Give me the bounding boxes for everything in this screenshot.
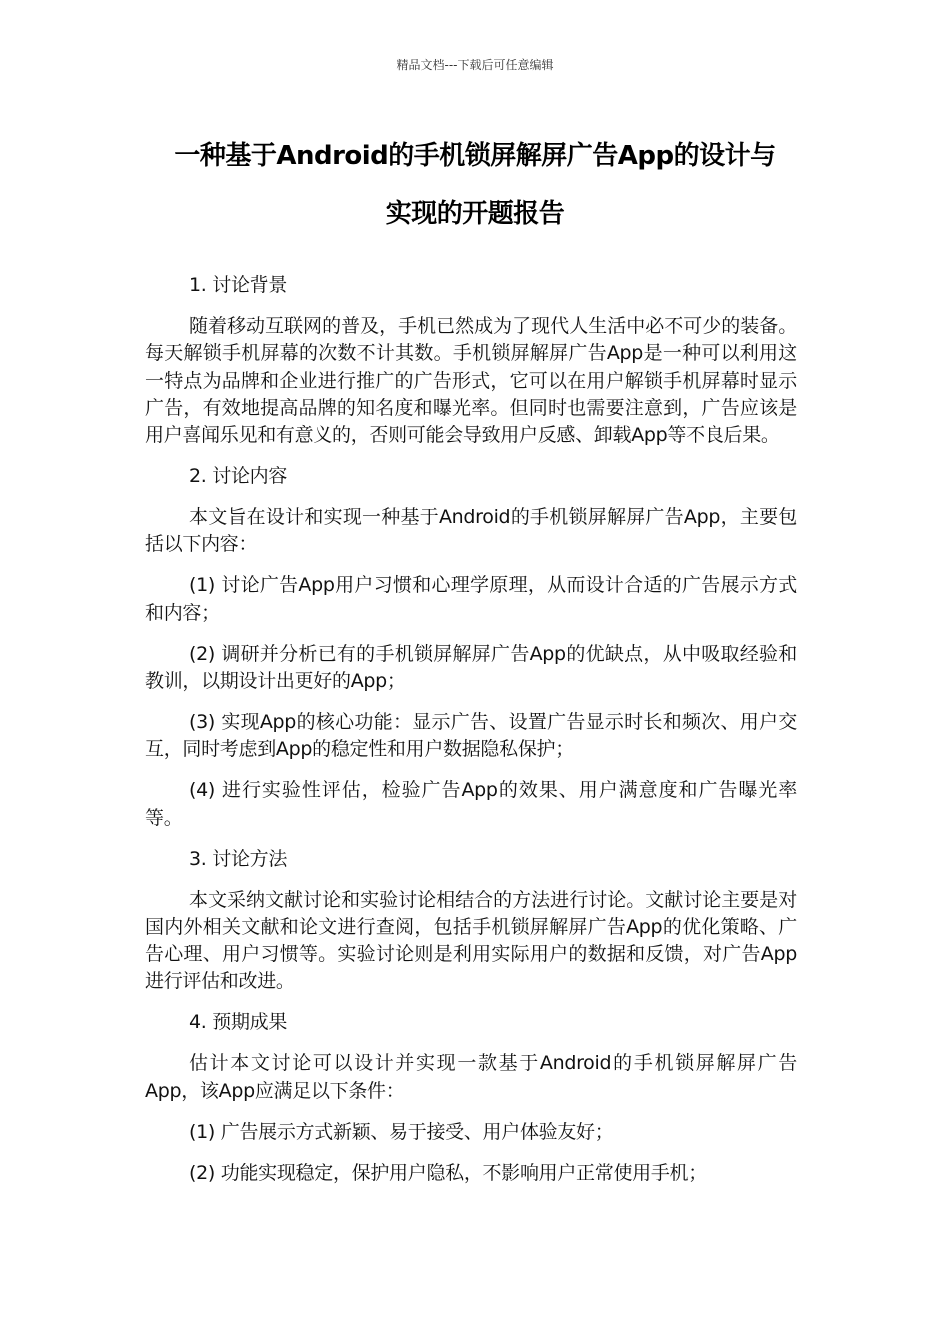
paragraph-expected-results: 估计本文讨论可以设计并实现一款基于Android的手机锁屏解屏广告App，该App应满足以下条件：	[145, 1052, 797, 1102]
section-heading-content: 2. 讨论内容	[189, 465, 288, 488]
document-title-line-2: 实现的开题报告	[385, 199, 565, 229]
document-title-line-1: 一种基于Android的手机锁屏解屏广告App的设计与	[174, 141, 776, 171]
paragraph-content-intro: 本文旨在设计和实现一种基于Android的手机锁屏解屏广告App，主要包括以下内容：	[145, 506, 797, 556]
list-item-content-3: (3) 实现App的核心功能：显示广告、设置广告显示时长和频次、用户交互，同时考虑到App的稳定性和用户数据隐私保护；	[145, 710, 797, 761]
list-item-results-1: (1) 广告展示方式新颖、易于接受、用户体验友好；	[189, 1120, 614, 1143]
list-item-results-2: (2) 功能实现稳定，保护用户隐私，不影响用户正常使用手机；	[189, 1161, 707, 1184]
section-heading-expected-results: 4. 预期成果	[189, 1011, 288, 1034]
section-heading-background: 1. 讨论背景	[189, 274, 288, 296]
paragraph-background: 随着移动互联网的普及，手机已然成为了现代人生活中必不可少的装备。每天解锁手机屏幕的次数不计其数。手机锁屏解屏广告App是一种可以利用这一特点为品牌和企业进行推广的广告形式，它可以在用户解锁手机屏幕时显示广告，有效地提高品牌的知名度和曝光率。但同时也需要注意到，广告应该是用户喜闻乐见和有意义的，否则可能会导致用户反感、卸载App等不良后果。	[145, 314, 797, 447]
header-note: 精品文档---下载后可任意编辑	[396, 58, 554, 72]
list-item-content-4: (4) 进行实验性评估，检验广告App的效果、用户满意度和广告曝光率等。	[145, 779, 797, 829]
list-item-content-1: (1) 讨论广告App用户习惯和心理学原理，从而设计合适的广告展示方式和内容；	[145, 574, 797, 624]
document-body	[145, 272, 797, 1201]
paragraph-method: 本文采纳文献讨论和实验讨论相结合的方法进行讨论。文献讨论主要是对国内外相关文献和论文进行查阅，包括手机锁屏解屏广告App的优化策略、广告心理、用户习惯等。实验讨论则是利用实际用户的数据和反馈，对广告App进行评估和改进。	[145, 888, 797, 993]
list-item-content-2: (2) 调研并分析已有的手机锁屏解屏广告App的优缺点，从中吸取经验和教训，以期设计出更好的App；	[145, 642, 797, 692]
section-heading-method: 3. 讨论方法	[189, 847, 288, 870]
